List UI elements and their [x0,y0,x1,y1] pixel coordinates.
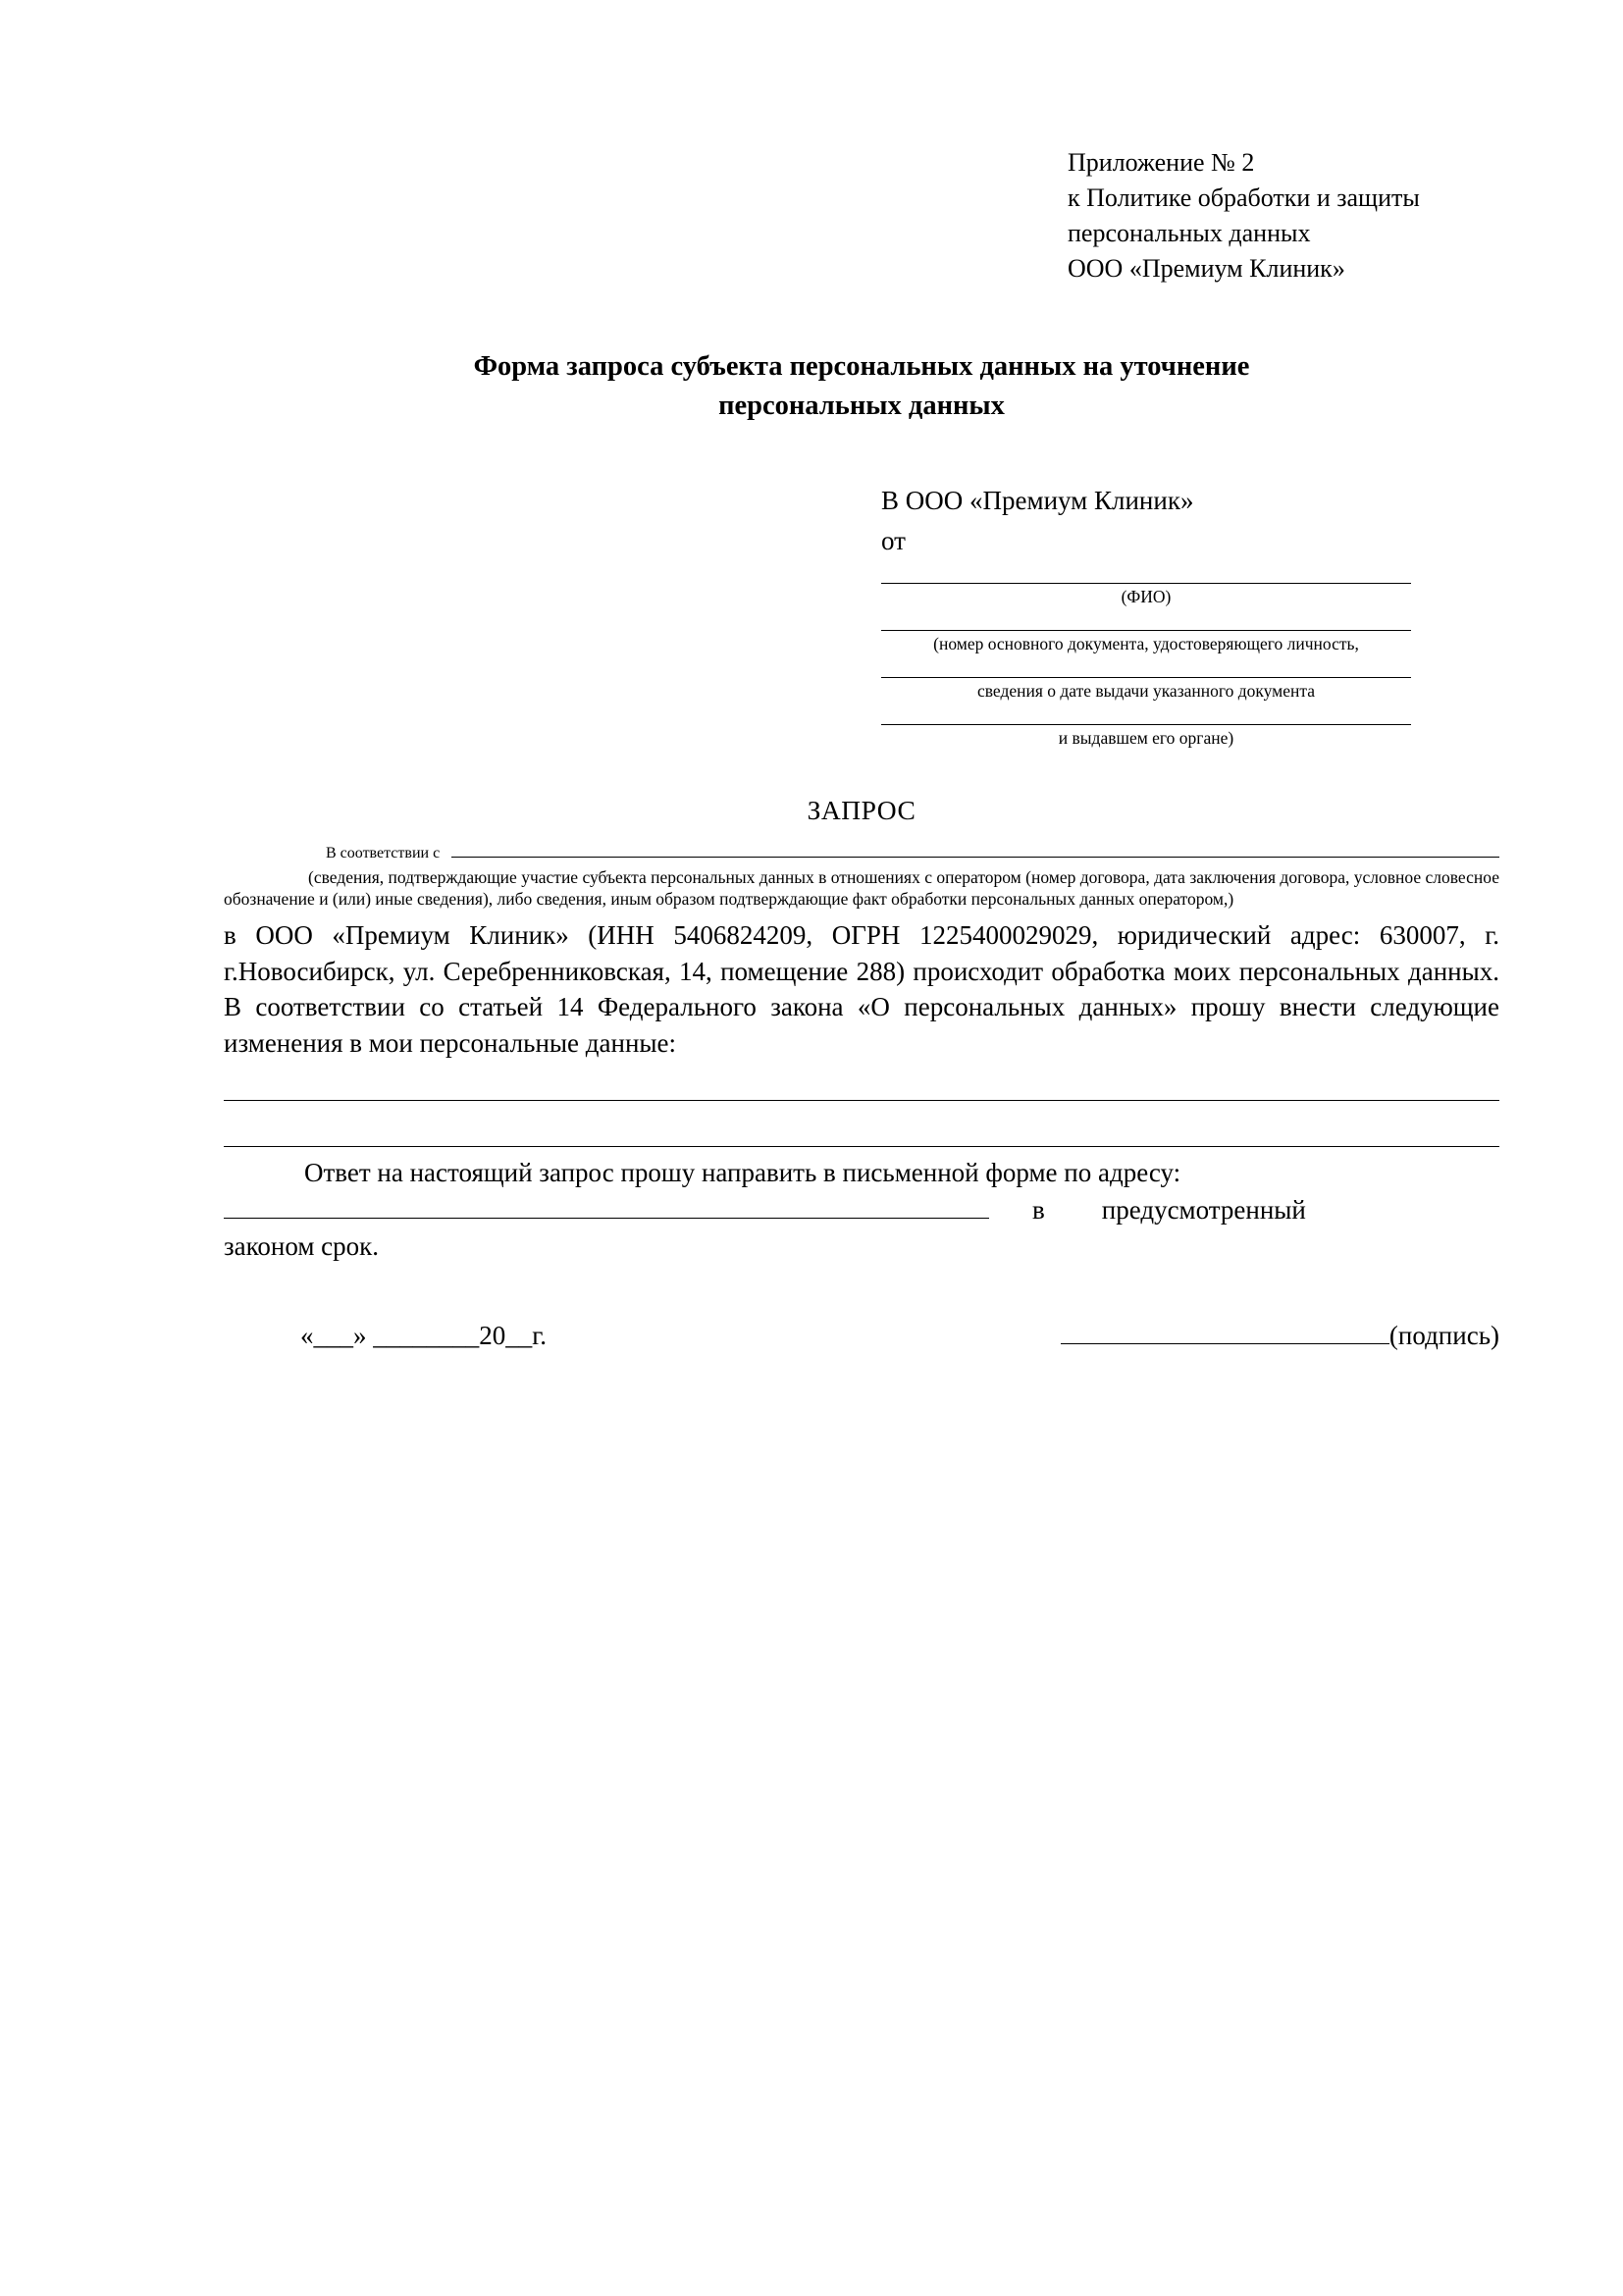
in-accordance-note-text: (сведения, подтверждающие участие субъекта персональных данных в отношениях с оператором (номер договора, дата заключения договора, условное словесное обозначение и (или) иные сведения), либо сведения, иным образом подтверждающие факт обработки персональных данных оператором,) [224,866,1499,910]
appendix-line-3: персональных данных [1068,218,1311,247]
answer-word-predusmotrennyy: предусмотренный [1101,1195,1306,1226]
appendix-header [1068,145,1499,287]
document-number-input-line[interactable] [881,630,1411,631]
answer-instruction [224,1155,1499,1191]
in-accordance-label: В соответствии с [326,844,441,861]
changes-input-line-1[interactable] [224,1100,1499,1101]
date-field[interactable]: «___» ________20__г. [300,1321,548,1351]
page-title-line-2: персональных данных [718,390,1005,421]
applicant-fields [881,583,1411,750]
changes-input-line-2[interactable] [224,1146,1499,1147]
document-date-caption: сведения о дате выдачи указанного документа [976,681,1315,702]
page-title-line-1: Форма запроса субъекта персональных данных на уточнение [473,350,1250,382]
fio-input-line[interactable] [881,583,1411,584]
answer-word-v: в [1032,1195,1045,1226]
in-accordance-row [224,836,1499,862]
addressee-from-label: от [881,525,906,555]
answer-address-row [224,1195,1499,1226]
signature-row [224,1321,1499,1351]
in-accordance-note [224,866,1499,910]
appendix-line-1: Приложение № 2 [1068,148,1255,177]
answer-instruction-text: Ответ на настоящий запрос прошу направить в письменной форме по адресу: [304,1158,1181,1187]
fio-caption: (ФИО) [1121,587,1172,607]
addressee-block [881,483,1499,558]
answer-address-input-line[interactable] [224,1197,989,1219]
signature-caption: (подпись) [1388,1321,1499,1351]
signature-input-line[interactable] [1061,1324,1389,1344]
page-title [224,347,1499,427]
in-accordance-input-line[interactable] [451,836,1499,858]
appendix-line-4: ООО «Премиум Клиник» [1068,253,1345,283]
document-number-caption: (номер основного документа, удостоверяющего личность, [933,634,1359,654]
request-heading: ЗАПРОС [807,794,916,825]
document-date-input-line[interactable] [881,677,1411,678]
document-organ-caption: и выдавшем его органе) [1058,727,1234,748]
document-content [224,145,1499,1351]
appendix-line-2: к Политике обработки и защиты [1068,183,1420,212]
answer-tail: законом срок. [224,1231,380,1262]
addressee-organization: В ООО «Премиум Клиник» [881,486,1194,516]
document-organ-input-line[interactable] [881,724,1411,725]
main-paragraph: в ООО «Премиум Клиник» (ИНН 5406824209, ОГРН 1225400029029, юридический адрес: 630007, г. г.Новосибирск, ул. Серебренниковская, 14, помещение 288) происходит обработка моих персональных данных. В соответствии со статьей 14 Федерального закона «О персональных данных» прошу внести следующие изменения в мои персональные данные: [224,920,1499,1058]
